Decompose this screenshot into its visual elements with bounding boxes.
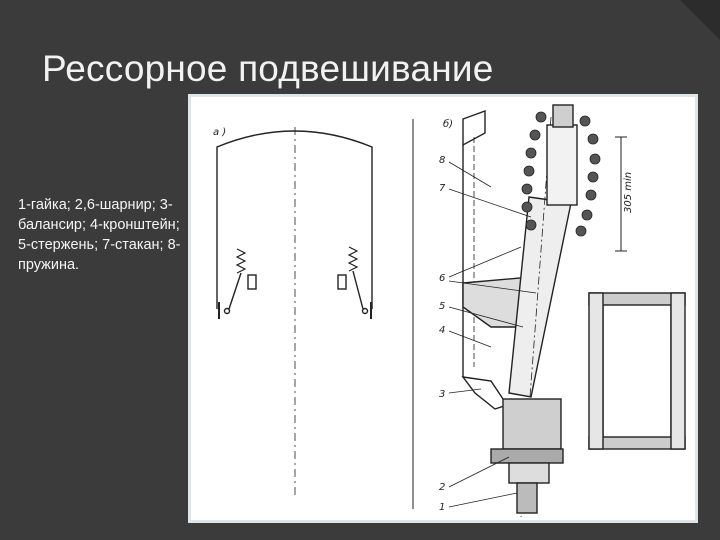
part-label-1: 1 — [439, 502, 446, 513]
part-label-2: 2 — [439, 482, 446, 493]
part-label-3: 3 — [439, 389, 446, 400]
figure-caption: 1-гайка; 2,6-шарнир; 3-балансир; 4-кронштейн; 5-стержень; 7-стакан; 8-пружина. — [18, 197, 181, 273]
part-label-4: 4 — [439, 325, 446, 336]
drawing-svg — [191, 97, 695, 520]
part-label-6: 6 — [439, 273, 446, 284]
view-b — [413, 105, 685, 517]
corner-decoration — [680, 0, 720, 40]
part-label-8: 8 — [439, 155, 446, 166]
label-b: б) — [443, 119, 454, 130]
part-label-5: 5 — [439, 301, 446, 312]
suspension-drawing — [188, 94, 698, 523]
view-a — [217, 127, 372, 497]
label-a: а ) — [213, 127, 227, 138]
part-label-7: 7 — [439, 183, 446, 194]
slide-title: Рессорное подвешивание — [42, 48, 494, 89]
dimension-label: 305 min — [623, 171, 634, 213]
